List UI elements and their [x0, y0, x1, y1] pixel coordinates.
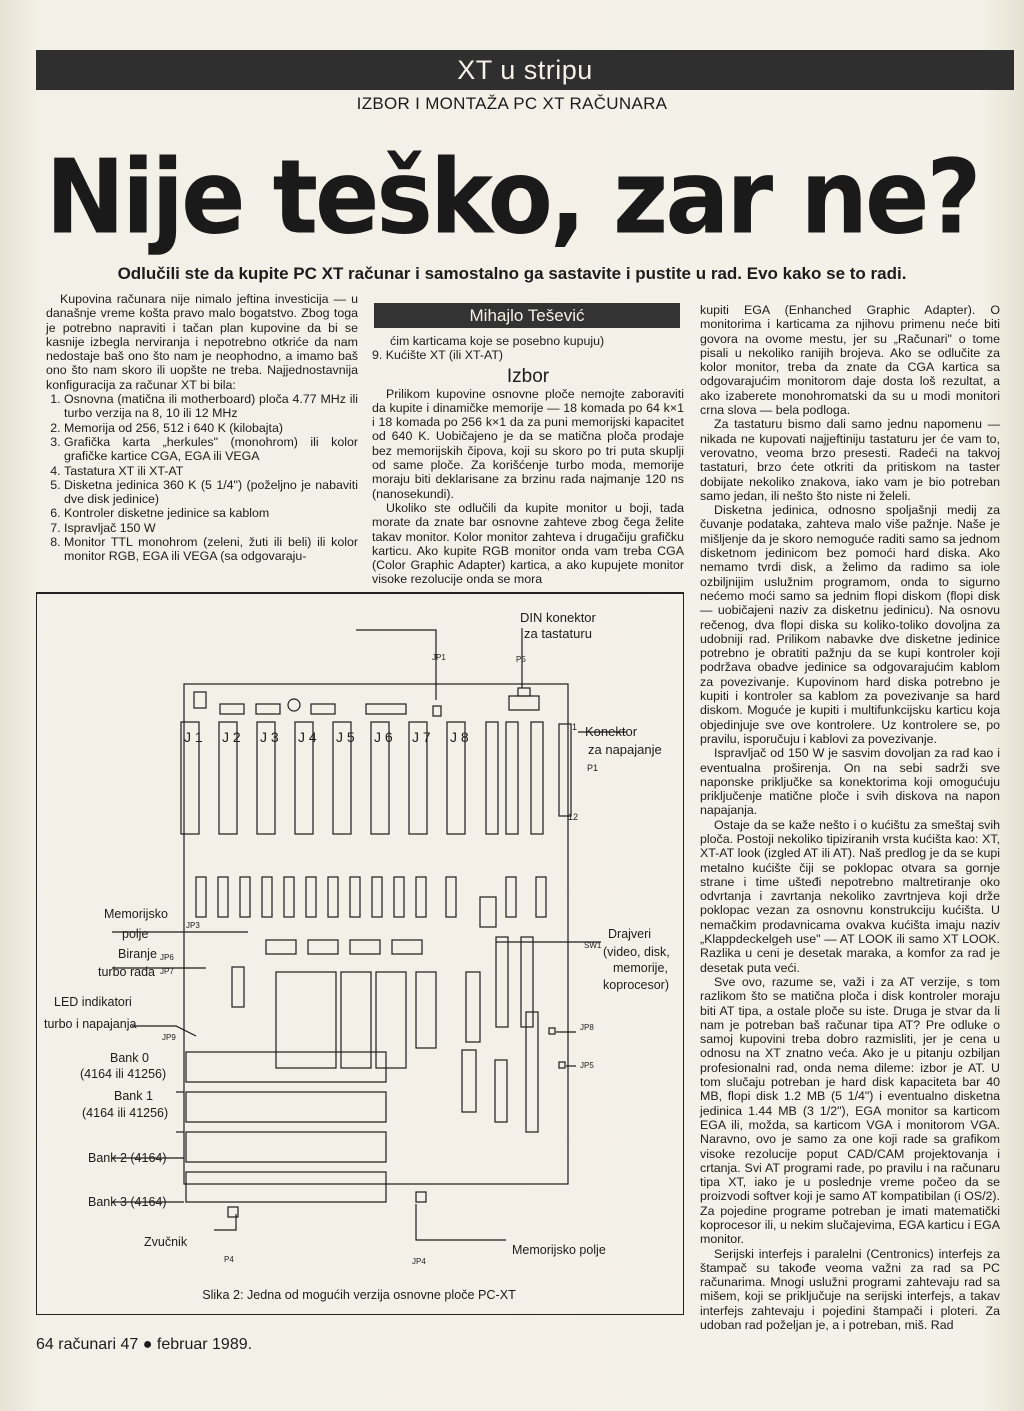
- label-jp3: JP3: [186, 921, 200, 930]
- din-connector: [518, 688, 530, 696]
- board-component: [366, 704, 406, 714]
- paragraph: Disketna jedinica, odnosno spoljašnji medij za čuvanje podataka, zahteva malo više pažnje. Naše je mišljenje da je skoro nemoguće raditi samo sa jednom disketnom jedinicom bez pomoći hard diska. Ako nemamo tvrdi disk, a želimo da radimo sa iole ozbiljnijim uslužnim programom, onda to sigurno nećemo moći samo sa jednim flopi diskom (flopi disk — uobičajeni naziv za disketnu jedinicu). Na osnovu rečenog, dva flopi diska su koliko-toliko dovoljna za udobniji rad. Prilikom nabavke dve disketne jedinice potrebno je obratiti pažnju da se kupi kontroler koji podržava obadve jedinice sa odgovarajućim kablom za povezivanje. Kupovinom hard diska potrebno je kupiti i kontroler sa kablom za povezivanje sa hard diskom. Moguće je kupiti i multifunkcijsku karticu koja objedinjuje sve ove kontrolere. Uz kontrolere se, po pravilu, isporučuju i kablovi za povezivanje.: [700, 503, 1000, 746]
- bullet-separator: ●: [142, 1336, 153, 1353]
- slot-labels: [184, 729, 469, 745]
- list-item: 8. Monitor TTL monohrom (zeleni, žuti ili beli) ili kolor monitor RGB, EGA ili VEGA (sa odgovaraju-: [64, 535, 358, 564]
- headline: Nije teško, zar ne?: [45, 138, 979, 258]
- board-component: [341, 972, 371, 1068]
- board-component: [416, 972, 436, 1048]
- board-component: [526, 1012, 538, 1132]
- slot-label: J 3: [260, 729, 279, 745]
- memory-banks: [186, 1052, 386, 1202]
- label-napajanje: za napajanje: [588, 742, 662, 757]
- board-component: [276, 972, 336, 1068]
- board-component: [392, 940, 422, 954]
- paragraph: Prilikom kupovine osnovne ploče nemojte zaboraviti da kupite i dinamičke memorije — 18 komada po 64 k×1 i 18 komada po 256 k×1 da za puni memorijski kapacitet od 640 K. Uobičajeno je da se matična ploča prodaje bez memorijskih čipova, koji su skoro po tri puta skuplji od same ploče. Za korišćenje turbo moda, memorije moraju biti deklarisane za brzinu rada najmanje 120 ns (nanosekundi).: [372, 386, 684, 501]
- board-outline: [184, 684, 568, 1184]
- jp5-jumper: [559, 1062, 565, 1068]
- paragraph: kupiti EGA (Enhanched Graphic Adapter). O monitorima i karticama za njihovu primenu neće biti govora na ovome mestu, jer su „Računari" o tome pisali u nekoliko ranijih brojeva. Ako se odlučite za kolor monitor, treba da znate da CGA kartica sa odgovarajućim monitorom daje dosta loš rezultat, a ako izaberete monohromatski da su u modi monitori crna slova — bela podloga.: [700, 303, 1000, 418]
- label-p4: P4: [224, 1255, 234, 1264]
- jp4-jumper: [416, 1192, 426, 1202]
- supertitle: IZBOR I MONTAŽA PC XT RAČUNARA: [356, 94, 668, 113]
- board-component: [506, 722, 518, 834]
- slot-label: J 2: [222, 729, 241, 745]
- list-item: 6. Kontroler disketne jedinice sa kablom: [64, 506, 358, 520]
- label-din-2: za tastaturu: [524, 626, 592, 641]
- figure-caption: Slika 2: Jedna od mogućih verzija osnovne ploče PC-XT: [202, 1288, 516, 1302]
- label-drajveri-4: koprocesor): [603, 978, 669, 992]
- label-bank-1: Bank 1: [114, 1089, 153, 1103]
- magazine-name: računari 47: [58, 1336, 139, 1353]
- label-p5: P5: [516, 655, 526, 664]
- label-jp6: JP6: [160, 953, 174, 962]
- label-pin-1: 1: [572, 722, 578, 732]
- label-jp1: JP1: [432, 653, 446, 662]
- board-component: [256, 704, 280, 714]
- motherboard-diagram: [36, 592, 686, 1316]
- paragraph: Sve ovo, razume se, važi i za AT verzije, s tom razlikom što se matična ploča i disk kontroler moraju biti AT tipa, a ostale ploče su iste. Druga je stvar da li nam je potreban baš računar tipa AT? Pre odluke o samoj kupovini treba dobro razmisliti, jer je cena u odnosu na XT znatno veća. Ako je u pitanju ozbiljan profesionalni rad, onda nema dileme: izbor je AT. U tom slučaju potreban je hard disk kapaciteta bar 40 MB, flopi disk 1.2 MB (5 1/4") i eventualno disketna jedinica 1.44 MB (3 1/2"), EGA monitor sa karticom EGA ili, možda, sa karticom VGA i monitorom VGA. Naravno, ovo je samo za one koji rade sa grafikom visoke rezolucije poput CAD/CAM projektovanja i crtanja. Svi AT programi rade, po pravilu i na računaru tipa XT, iako je u poslednje vreme počeo da se proizvodi softver koji je samo AT kompatibilan (i OS/2). Za pojedine programe potreban je imati matematički koprocesor ili, u nekim slučajevima, EGA karticu i EGA monitor.: [700, 974, 1000, 1247]
- list-item: 7. Ispravljač 150 W: [64, 521, 358, 535]
- label-bank-1-type: (4164 ili 41256): [82, 1106, 169, 1120]
- jp1-jumper: [433, 706, 441, 716]
- paragraph: Serijski interfejs i paralelni (Centronics) interfejs za štampač su takođe veoma važni za rad sa PC računarima. Mnogi uslužni programi zahtevaju rad sa mišem, koji se priključuje na serijski interfejs, a takav interfejs zahtevaju i pojedini štampači i ploteri. Za udoban rad poželjan je, a i potreban, miš. Rad: [700, 1246, 1000, 1333]
- author-box: Mihajlo Tešević: [374, 303, 680, 328]
- label-led: LED indikatori: [54, 995, 132, 1009]
- label-drajveri-3: memorije,: [613, 961, 668, 975]
- lead-paragraph: Odlučili ste da kupite PC XT računar i samostalno ga sastavite i pustite u rad. Evo kako se to radi.: [117, 264, 907, 283]
- label-bank-2: Bank 2 (4164): [88, 1151, 167, 1165]
- label-biranje: Biranje: [118, 947, 157, 961]
- label-memorijsko-polje: Memorijsko polje: [512, 1243, 606, 1257]
- label-jp7: JP7: [160, 967, 174, 976]
- label-jp8: JP8: [580, 1023, 594, 1032]
- board-component: [288, 699, 300, 711]
- intro-paragraph: Kupovina računara nije nimalo jeftina investicija — u današnje vreme košta pravo malo bogatstvo. Zbog toga je potrebno napraviti i tačan plan kupovine da bi se kasnije izbegla nerviranja i nepotrebno otkriće da nam nedostaje baš ono što nam je neophodno, a imamo baš ono što nam skoro ili uopšte ne treba. Najjednostavnija konfiguracija za računar XT bi bila:: [46, 292, 358, 392]
- label-jp5: JP5: [580, 1061, 594, 1070]
- board-component: [220, 704, 244, 714]
- list-item: 3. Grafička karta „herkules" (monohrom) ili kolor grafičke kartice CGA, EGA ili VEGA: [64, 435, 358, 464]
- label-jp4: JP4: [412, 1257, 426, 1266]
- label-sw1: SW1: [584, 941, 602, 950]
- power-connector: [559, 724, 571, 816]
- slot-label: J 6: [374, 729, 393, 745]
- board-component: [194, 692, 206, 708]
- page-footer: [36, 1336, 252, 1354]
- board-component: [496, 937, 508, 1027]
- paragraph: Ostaje da se kaže nešto i o kućištu za smeštaj svih ploča. Postoji nekoliko tipiziranih vrsta kućišta kao: XT, XT-AT look (izgled AT ili AT). Naš predlog je da se kupi metalno kućište čiji se poklopac otvara sa gornje strane i time ušteđi nepotrebno maltretiranje oko odvrtanja i zavrtanja nekoliko zavrtnjeva koji drže poklopac vezan za osnovnu konstrukciju kućišta. U nemačkim prodavnicama ovakva kućišta imaju naziv „Klappdeckelgeh use" — AT LOOK ili samo XT LOOK. Razlika u ceni je desetak maraka, a komfor za rad je desetak puta veći.: [700, 817, 1000, 975]
- configuration-list: [46, 392, 358, 564]
- slot-label: J 4: [298, 729, 317, 745]
- board-component: [350, 940, 380, 954]
- section-banner: XT u stripu: [36, 50, 1014, 90]
- issue-date: februar 1989.: [156, 1336, 253, 1353]
- slot-label: J 7: [412, 729, 431, 745]
- sw1-dip-switch: [480, 897, 496, 927]
- slot-label: J 8: [450, 729, 469, 745]
- page-number: 64: [36, 1336, 54, 1353]
- label-turbo-rada: turbo rada: [98, 965, 155, 979]
- label-bank-0-type: (4164 ili 41256): [80, 1067, 167, 1081]
- label-p1: P1: [587, 763, 599, 773]
- label-zvucnik: Zvučnik: [144, 1235, 188, 1249]
- board-component: [531, 722, 543, 834]
- jp8-jumper: [549, 1028, 555, 1034]
- label-jp9: JP9: [162, 1033, 176, 1042]
- board-component: [521, 937, 533, 1027]
- board-component: [266, 940, 296, 954]
- label-led-2: turbo i napajanja: [44, 1017, 137, 1031]
- slot-label: J 5: [336, 729, 355, 745]
- slot-label: J 1: [184, 729, 203, 745]
- label-konektor: Konektor: [585, 724, 638, 739]
- paragraph: Ukoliko ste odlučili da kupite monitor u boji, tada morate da znate bar osnovne zahteve zbog čega želite takav monitor. Kolor monitor zahteva i drugačiju grafičku karticu. Ako kupite RGB monitor onda vam treba CGA (Color Graphic Adapter) kartica, a ako kupujete monitor visoke rezolucije onda se mora: [372, 500, 684, 587]
- label-pin-12: 12: [568, 812, 579, 822]
- list-continuation: ćim karticama koje se posebno kupuju): [390, 334, 605, 348]
- board-component: [308, 940, 338, 954]
- list-item-9: 9. Kućište XT (ili XT-AT): [372, 348, 504, 363]
- label-drajveri: Drajveri: [608, 927, 652, 941]
- board-component: [311, 704, 335, 714]
- list-item: 2. Memorija od 256, 512 i 640 K (kilobajta): [64, 421, 358, 435]
- list-item: 1. Osnovna (matična ili motherboard) ploča 4.77 MHz ili turbo verzija na 8, 10 ili 12 MHz: [64, 392, 358, 421]
- column-3: [700, 303, 1000, 1332]
- label-din: DIN konektor: [520, 610, 596, 625]
- callout-line: [356, 630, 436, 700]
- label-bank-3: Bank 3 (4164): [88, 1195, 167, 1209]
- paragraph: Ispravljač od 150 W je sasvim dovoljan za rad kao i eventualna proširenja. On na sebi sadrži sve naponske priključke sa konektorima koji omogućuju priključenje matične ploče i svih diskova na napon napajanja.: [700, 746, 1000, 818]
- board-component: [495, 1060, 507, 1122]
- paragraph: Za tastaturu bismo dali samo jednu napomenu — nikada ne kupovati najjeftiniju tastaturu jer će vam to, verovatno, veoma brzo presesti. Radeći na takvoj tastaturi, brzo ćete otkriti da pritiskom na taster dobijate nekoliko znakova, iako vam je bio potreban samo jedan, ili nešto što niste ni želeli.: [700, 417, 1000, 503]
- list-item: 4. Tastatura XT ili XT-AT: [64, 464, 358, 478]
- board-component: [232, 967, 244, 1007]
- board-component: [466, 972, 480, 1042]
- board-component: [376, 972, 406, 1068]
- board-component: [486, 722, 498, 834]
- label-bank-0: Bank 0: [110, 1051, 149, 1065]
- board-component: [462, 1050, 476, 1112]
- label-drajveri-2: (video, disk,: [603, 945, 670, 959]
- callout-line: [416, 1204, 506, 1240]
- label-memorijsko: Memorijsko: [104, 907, 168, 921]
- label-polje: polje: [122, 927, 149, 941]
- din-connector: [509, 696, 539, 710]
- subheading-izbor: Izbor: [506, 366, 550, 387]
- column-1: [46, 292, 358, 564]
- list-item: 5. Disketna jedinica 360 K (5 1/4") (poželjno je nabaviti dve disk jedinice): [64, 478, 358, 507]
